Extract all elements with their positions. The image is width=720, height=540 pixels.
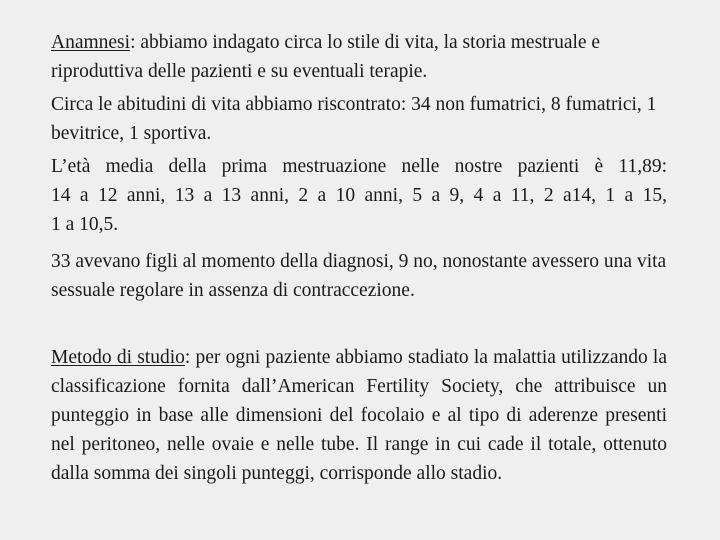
- metodo-heading: Metodo di studio: [51, 347, 185, 368]
- anamnesi-heading: Anamnesi: [51, 32, 131, 53]
- eta-media-line-1: L’età media della prima mestruazione nelle nostre pazienti è 11,89:: [51, 156, 667, 177]
- anamnesi-paragraph: [51, 28, 667, 86]
- eta-media-line-2: 14 a 12 anni, 13 a 13 anni, 2 a 10 anni, 5 a 9, 4 a 11, 2 a14, 1 a 15,: [51, 185, 667, 206]
- abitudini-text: Circa le abitudini di vita abbiamo riscontrato: 34 non fumatrici, 8 fumatrici, 1 bevitrice, 1 sportiva.: [51, 94, 657, 144]
- metodo-paragraph: [51, 343, 667, 488]
- anamnesi-text: : abbiamo indagato circa lo stile di vita, la storia mestruale e riproduttiva delle pazienti e su eventuali terapie.: [51, 32, 601, 82]
- figli-text: 33 avevano figli al momento della diagnosi, 9 no, nonostante avessero una vita sessuale regolare in assenza di contraccezione.: [51, 251, 667, 301]
- abitudini-paragraph: [51, 90, 667, 148]
- figli-paragraph: [51, 247, 667, 305]
- eta-media-line-3: 1 a 10,5.: [51, 214, 119, 235]
- eta-media-paragraph: [51, 152, 667, 239]
- metodo-text: : per ogni paziente abbiamo stadiato la malattia utilizzando la classificazione fornita dall’American Fertility Society, che attribuisce un punteggio in base alle dimensioni del focolaio e al tipo di aderenze presenti nel peritoneo, nelle ovaie e nelle tube. Il range in cui cade il totale, ottenuto dalla somma dei singoli punteggi, corrisponde allo stadio.: [51, 347, 667, 484]
